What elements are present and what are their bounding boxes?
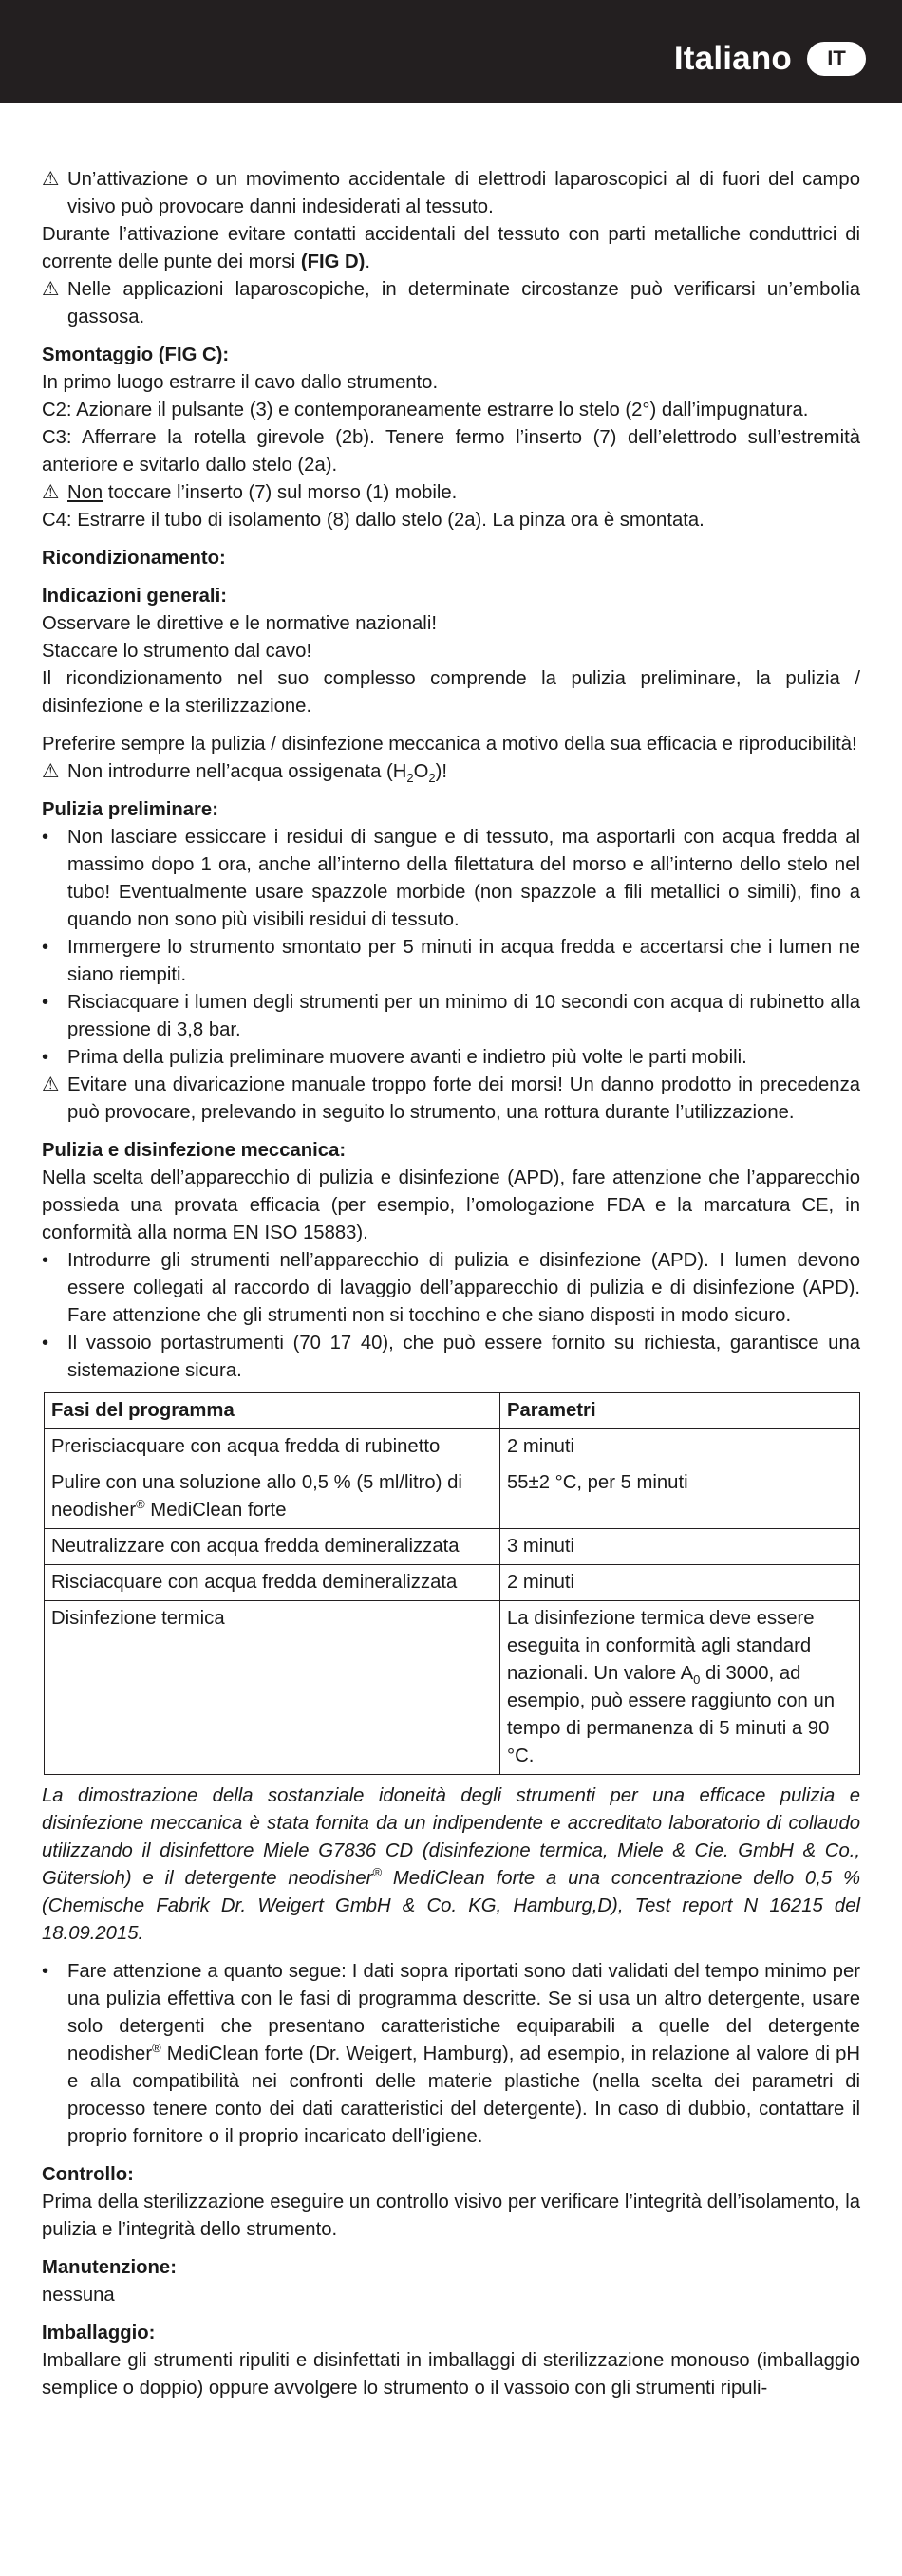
precleaning-item: • Immergere lo strumento smontato per 5 minuti in acqua fredda e accertarsi che i lumen ne siano riempiti. bbox=[42, 934, 860, 989]
general-note-1: Osservare le direttive e le normative nazionali! bbox=[42, 613, 437, 634]
control-text: Prima della sterilizzazione eseguire un controllo visivo per verificare l’integrità dell’isolamento, la pulizia e l’integrità dello strumento. bbox=[42, 2192, 860, 2240]
warning-icon: ⚠ bbox=[42, 761, 60, 782]
bullet-icon: • bbox=[42, 827, 49, 848]
validation-note: La dimostrazione della sostanziale idoneità degli strumenti per una efficace pulizia e disinfezione meccanica è stata fornita da un indipendente e accreditato laboratorio di collaudo utilizzando il disinfettore Miele G7836 CD (disinfezione termica, Miele & Cie. GmbH & Co., Gütersloh) e il detergente neodisher® MediClean forte a una concentrazione dello 0,5 % (Chemische Fabrik Dr. Weigert GmbH & Co. KG, Hamburg,D), Test report N 16215 del 18.09.2015. bbox=[42, 1785, 861, 1944]
general-note-2: Staccare lo strumento dal cavo! bbox=[42, 641, 312, 662]
page-header bbox=[0, 0, 902, 103]
disassembly-step-c3: C3: Afferrare la rotella girevole (2b). Tenere fermo l’inserto (7) dell’elettrodo sull’estremità anteriore e svitarlo dallo stelo (2a). bbox=[42, 427, 860, 476]
language-badge: IT bbox=[807, 42, 866, 76]
table-cell: 2 minuti bbox=[500, 1565, 860, 1601]
warning-laparoscopic-activation: ⚠ Un’attivazione o un movimento accidentale di elettrodi laparoscopici al di fuori del campo visivo può provocare danni indesiderati al tessuto. bbox=[42, 166, 860, 221]
activation-paragraph: Durante l’attivazione evitare contatti accidentali del tessuto con parti metalliche conduttrici di corrente delle punte dei morsi (FIG D). bbox=[42, 224, 860, 272]
maintenance-heading: Manutenzione: bbox=[42, 2257, 177, 2278]
disassembly-heading: Smontaggio (FIG C): bbox=[42, 345, 230, 365]
table-cell: Prerisciacquare con acqua fredda di rubinetto bbox=[45, 1429, 500, 1465]
table-cell: 2 minuti bbox=[500, 1429, 860, 1465]
warning-icon: ⚠ bbox=[42, 169, 60, 190]
precleaning-item: • Risciacquare i lumen degli strumenti per un minimo di 10 secondi con acqua di rubinetto alla pressione di 3,8 bar. bbox=[42, 989, 860, 1044]
warning-icon: ⚠ bbox=[42, 1074, 60, 1095]
table-row bbox=[45, 1529, 860, 1565]
reprocessing-heading: Ricondizionamento: bbox=[42, 548, 226, 569]
bullet-icon: • bbox=[42, 992, 49, 1013]
packaging-heading: Imballaggio: bbox=[42, 2323, 156, 2343]
table-cell: 3 minuti bbox=[500, 1529, 860, 1565]
table-cell: La disinfezione termica deve essere eseguita in conformità agli standard nazionali. Un valore $A_0$ di 3000, ad esempio, può essere raggiunto con un tempo di permanenza di 5 minuti a 90 °C. bbox=[500, 1601, 860, 1775]
warning-jaw-spreading: ⚠ Evitare una divaricazione manuale troppo forte dei morsi! Un danno prodotto in precedenza può provocare, prelevando in seguito lo strumento, una rottura durante l’utilizzazione. bbox=[42, 1072, 860, 1127]
packaging-text: Imballare gli strumenti ripuliti e disinfettati in imballaggi di sterilizzazione monouso (imballaggio semplice o doppio) oppure avvolgere lo strumento o il vassoio con gli strumenti ripuli- bbox=[42, 2350, 860, 2399]
disassembly-step-c2: C2: Azionare il pulsante (3) e contemporaneamente estrarre lo stelo (2°) dall’impugnatura. bbox=[42, 400, 809, 420]
table-row bbox=[45, 1601, 860, 1775]
precleaning-item: • Prima della pulizia preliminare muovere avanti e indietro più volte le parti mobili. bbox=[42, 1044, 860, 1072]
bullet-icon: • bbox=[42, 1333, 49, 1353]
general-note-3: Il ricondizionamento nel suo complesso comprende la pulizia preliminare, la pulizia / disinfezione e la sterilizzazione. bbox=[42, 668, 860, 717]
table-header-cell: Fasi del programma bbox=[45, 1393, 500, 1429]
bullet-icon: • bbox=[42, 1961, 49, 1982]
detergent-note: • Fare attenzione a quanto segue: I dati sopra riportati sono dati validati del tempo minimo per una pulizia effettiva con le fasi di programma descritte. Se si usa un altro detergente, usare solo detergenti che presentano caratteristiche equiparabili a quelle del detergente neodisher® MediClean forte (Dr. Weigert, Hamburg), ad esempio, in relazione al valore di pH e alla compatibilità nei confronti delle materie plastiche (nella scelta dei parametri di processo tenere conto dei dati caratteristici del detergente). In caso di dubbio, contattare il proprio fornitore o il proprio incaricato dell’igiene. bbox=[42, 1958, 860, 2151]
program-steps-table bbox=[44, 1392, 860, 1775]
maintenance-text: nessuna bbox=[42, 2285, 115, 2305]
control-heading: Controllo: bbox=[42, 2164, 134, 2185]
warning-hydrogen-peroxide: ⚠ Non introdurre nell’acqua ossigenata $(H_2O_2)$! bbox=[42, 758, 860, 786]
table-cell: Pulire con una soluzione allo 0,5 % (5 ml/litro) di neodisher® MediClean forte bbox=[45, 1465, 500, 1529]
general-note-4: Preferire sempre la pulizia / disinfezione meccanica a motivo della sua efficacia e riproducibilità! bbox=[42, 734, 857, 755]
mechanical-cleaning-heading: Pulizia e disinfezione meccanica: bbox=[42, 1140, 347, 1161]
precleaning-heading: Pulizia preliminare: bbox=[42, 799, 218, 820]
bullet-icon: • bbox=[42, 1047, 49, 1068]
general-notes-heading: Indicazioni generali: bbox=[42, 586, 227, 607]
precleaning-item: • Non lasciare essiccare i residui di sangue e di tessuto, ma asportarli con acqua fredda al massimo dopo 1 ora, anche all’interno della filettatura del morso e all’interno dello stelo nel tubo! Eventualmente usare spazzole morbide (non spazzole a fili metallici o simili), fino a quando non sono più visibili residui di tessuto. bbox=[42, 824, 860, 934]
table-header-cell: Parametri bbox=[500, 1393, 860, 1429]
disassembly-step-1: In primo luogo estrarre il cavo dallo strumento. bbox=[42, 372, 439, 393]
warning-icon: ⚠ bbox=[42, 482, 60, 503]
mechanical-cleaning-item: • Introdurre gli strumenti nell’apparecchio di pulizia e disinfezione (APD). I lumen devono essere collegati al raccordo di lavaggio dell’apparecchio di pulizia e di disinfezione (APD). Fare attenzione che gli strumenti non si tocchino e che siano disposti in modo sicuro. bbox=[42, 1247, 860, 1330]
mechanical-cleaning-item: • Il vassoio portastrumenti (70 17 40), che può essere fornito su richiesta, garantisce una sistemazione sicura. bbox=[42, 1330, 860, 1385]
document-body bbox=[42, 166, 860, 2402]
table-cell: Disinfezione termica bbox=[45, 1601, 500, 1775]
warning-icon: ⚠ bbox=[42, 279, 60, 300]
mechanical-cleaning-intro: Nella scelta dell’apparecchio di pulizia e disinfezione (APD), fare attenzione che l’apparecchio possieda una provata efficacia (per esempio, l’omologazione FDA e la marcatura CE, in conformità alla norma EN ISO 15883). bbox=[42, 1167, 860, 1243]
language-label: Italiano bbox=[673, 40, 792, 77]
bullet-icon: • bbox=[42, 1250, 49, 1271]
table-header-row bbox=[45, 1393, 860, 1429]
warning-gas-embolism: ⚠ Nelle applicazioni laparoscopiche, in determinate circostanze può verificarsi un’embolia gassosa. bbox=[42, 276, 860, 331]
warning-do-not-touch: ⚠ Non toccare l’inserto (7) sul morso (1) mobile. bbox=[42, 479, 860, 507]
fig-d-reference: (FIG D) bbox=[300, 252, 366, 272]
table-cell: Neutralizzare con acqua fredda demineralizzata bbox=[45, 1529, 500, 1565]
table-row bbox=[45, 1465, 860, 1529]
table-cell: 55±2 °C, per 5 minuti bbox=[500, 1465, 860, 1529]
table-row bbox=[45, 1565, 860, 1601]
table-row bbox=[45, 1429, 860, 1465]
table-cell: Risciacquare con acqua fredda demineralizzata bbox=[45, 1565, 500, 1601]
disassembly-step-c4: C4: Estrarre il tubo di isolamento (8) dallo stelo (2a). La pinza ora è smontata. bbox=[42, 510, 705, 531]
bullet-icon: • bbox=[42, 937, 49, 958]
